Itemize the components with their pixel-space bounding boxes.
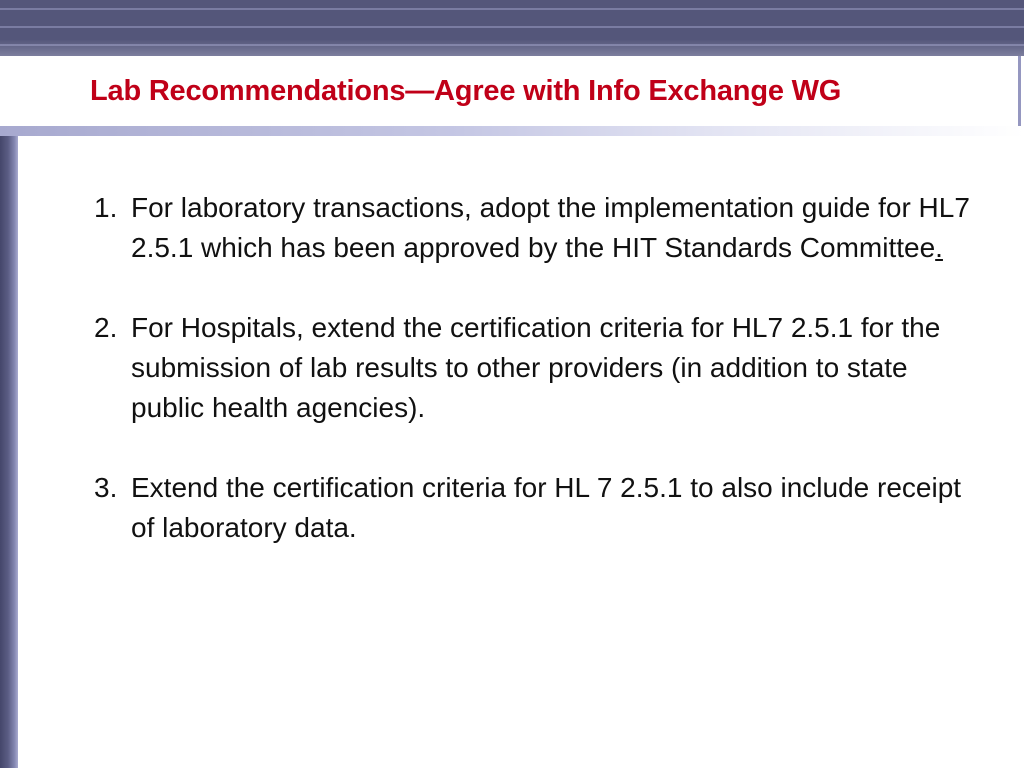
item-text: Extend the certification criteria for HL 7 2.5.1 to also include receipt of laboratory data. [131, 472, 962, 543]
item-trailing-period: . [935, 232, 943, 263]
title-bar-divider [0, 126, 1024, 136]
left-decorative-band [0, 136, 18, 768]
top-band-fade [0, 0, 1024, 56]
item-number: 1. [94, 192, 118, 223]
item-number: 3. [94, 472, 118, 503]
list-item [94, 468, 974, 548]
item-text: For laboratory transactions, adopt the implementation guide for HL7 2.5.1 which has been approved by the HIT Standards Committee [131, 192, 970, 263]
slide-title: Lab Recommendations—Agree with Info Exchange WG [90, 75, 842, 107]
list-item [94, 188, 974, 268]
recommendation-list [94, 188, 974, 588]
list-item [94, 308, 974, 428]
item-text: For Hospitals, extend the certification criteria for HL7 2.5.1 for the submission of lab results to other providers (in addition to state public health agencies). [131, 312, 941, 423]
item-number: 2. [94, 312, 118, 343]
